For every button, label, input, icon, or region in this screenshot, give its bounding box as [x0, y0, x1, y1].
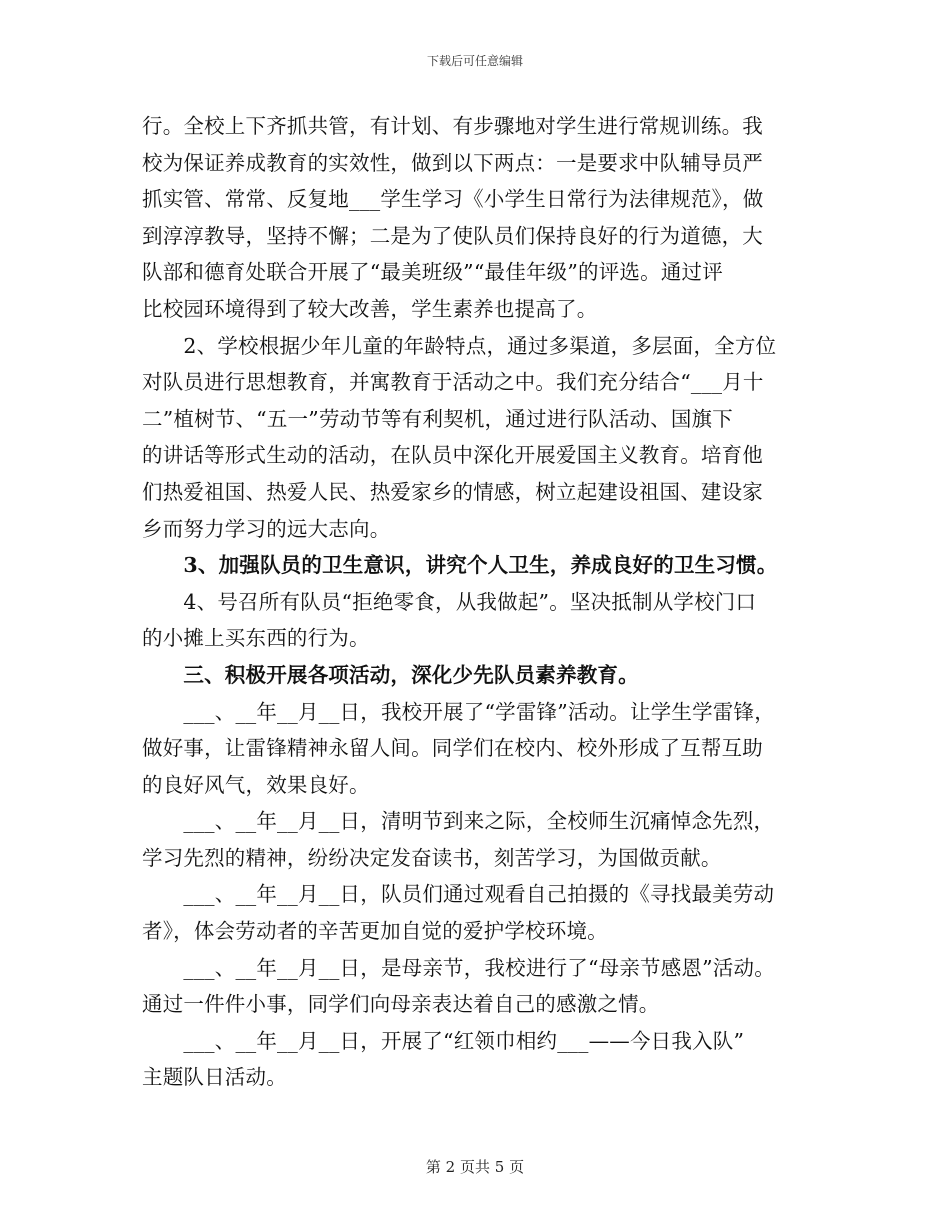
- text-line: 通过一件件小事，同学们向母亲表达着自己的感激之情。: [142, 992, 660, 1017]
- text-line: 抓实管、常常、反复地___学生学习《小学生日常行为法律规范》，做: [142, 187, 764, 212]
- text-line: 乡而努力学习的远大志向。: [142, 516, 391, 541]
- text-line: 主题队日活动。: [142, 1065, 287, 1090]
- text-line: 做好事，让雷锋精神永留人间。同学们在校内、校外形成了互帮互助: [142, 736, 763, 761]
- text-line: 的小摊上买东西的行为。: [142, 626, 370, 651]
- text-line: 的讲话等形式生动的活动，在队员中深化开展爱国主义教育。培育他: [142, 443, 763, 468]
- text-line: ___、__年__月__日，开展了“红领巾相约___——今日我入队”: [142, 1028, 745, 1053]
- text-line: ___、__年__月__日，我校开展了“学雷锋”活动。让学生学雷锋，: [142, 699, 775, 724]
- document-body: [142, 108, 832, 1096]
- text-line: 队部和德育处联合开展了“最美班级”“最佳年级”的评选。通过评: [142, 260, 723, 285]
- text-line: 三、积极开展各项活动，深化少先队员素养教育。: [142, 662, 639, 687]
- text-line: 的良好风气，效果良好。: [142, 772, 370, 797]
- text-line: 学习先烈的精神，纷纷决定发奋读书，刻苦学习，为国做贡献。: [142, 845, 722, 870]
- text-line: 比校园环境得到了较大改善，学生素养也提高了。: [142, 296, 598, 321]
- text-line: ___、__年__月__日，队员们通过观看自己拍摄的《寻找最美劳动: [142, 882, 775, 907]
- text-line: 行。全校上下齐抓共管，有计划、有步骤地对学生进行常规训练。我: [142, 114, 763, 138]
- text-line: 3、加强队员的卫生意识，讲究个人卫生，养成良好的卫生习惯。: [142, 553, 778, 578]
- page-footer: 第 2 页共 5 页: [425, 1158, 525, 1176]
- text-line: ___、__年__月__日，清明节到来之际，全校师生沉痛悼念先烈，: [142, 809, 775, 834]
- text-line: 到淳淳教导，坚持不懈；二是为了使队员们保持良好的行为道德，大: [142, 223, 763, 248]
- text-line: 4、号召所有队员“拒绝零食，从我做起”。坚决抵制从学校门口: [142, 589, 757, 614]
- text-line: 2、学校根据少年儿童的年龄特点，通过多渠道，多层面，全方位: [142, 333, 777, 358]
- text-line: 们热爱祖国、热爱人民、热爱家乡的情感，树立起建设祖国、建设家: [142, 479, 763, 504]
- text-line: 二”植树节、“五一”劳动节等有利契机，通过进行队活动、国旗下: [142, 406, 733, 431]
- text-line: ___、__年__月__日，是母亲节，我校进行了“母亲节感恩”活动。: [142, 955, 775, 980]
- text-line: 对队员进行思想教育，并寓教育于活动之中。我们充分结合“___月十: [142, 370, 764, 395]
- page-header: 下载后可任意编辑: [426, 54, 523, 68]
- text-line: 校为保证养成教育的实效性，做到以下两点：一是要求中队辅导员严: [142, 150, 763, 175]
- text-line: 者》，体会劳动者的辛苦更加自觉的爱护学校环境。: [142, 919, 608, 944]
